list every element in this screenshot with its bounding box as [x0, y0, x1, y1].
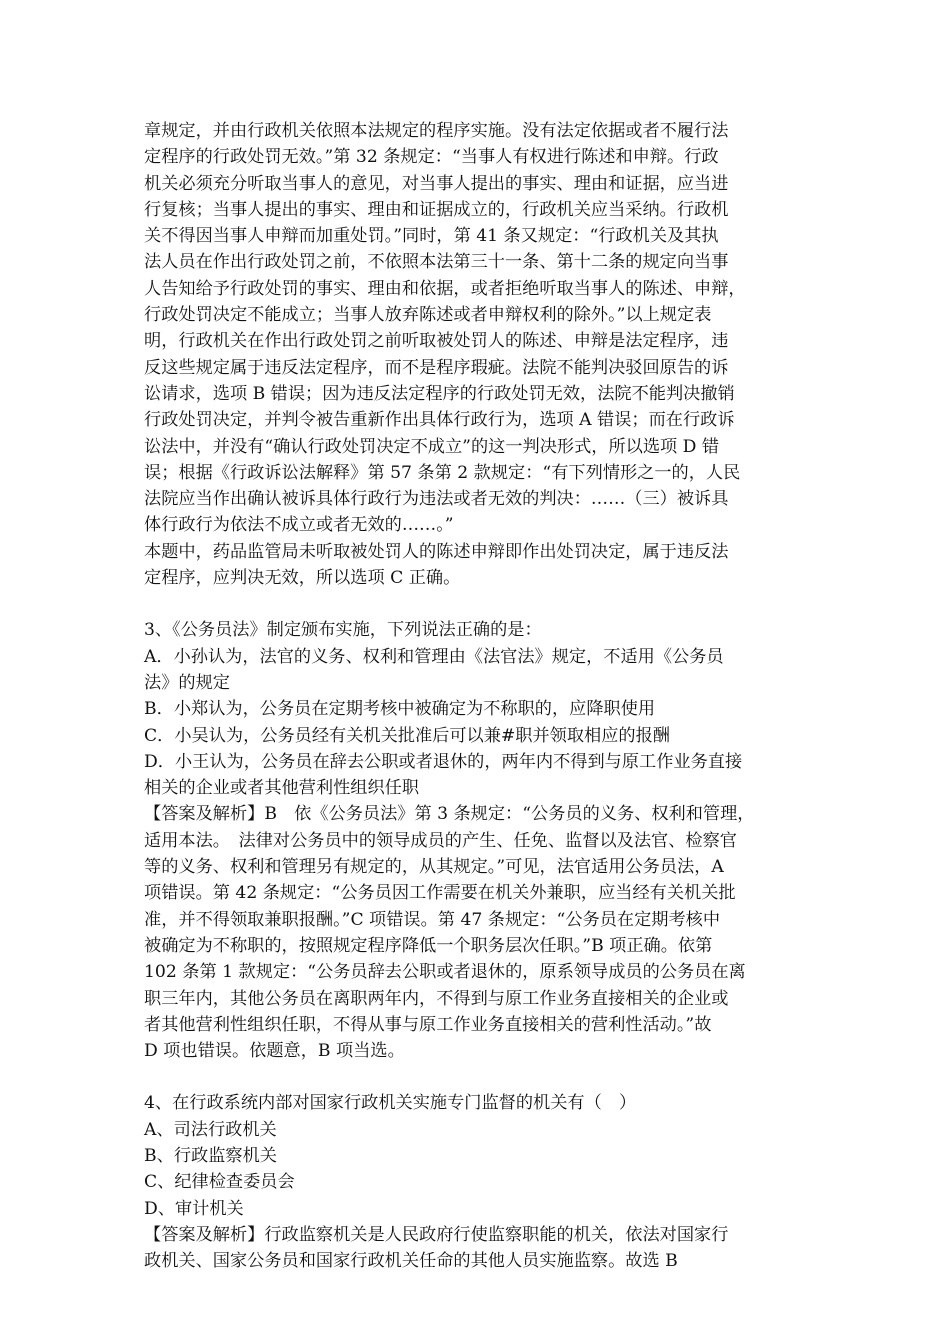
text-line: 明，行政机关在作出行政处罚之前听取被处罚人的陈述、申辩是法定程序，违 — [144, 331, 729, 352]
text-line: 者其他营利性组织任职，不得从事与原工作业务直接相关的营利性活动。”故 — [144, 1014, 712, 1035]
text-line: 本题中，药品监管局未听取被处罚人的陈述申辩即作出处罚决定，属于违反法 — [144, 541, 729, 562]
text-line: 人告知给予行政处罚的事实、理由和依据，或者拒绝听取当事人的陈述、申辩， — [144, 278, 746, 299]
question-4 — [144, 1090, 809, 1221]
option-b: B．小郑认为，公务员在定期考核中被确定为不称职的，应降职使用 — [144, 699, 656, 720]
question-3-answer — [144, 801, 809, 1064]
text-line: 适用本法。 法律对公务员中的领导成员的产生、任免、监督以及法官、检察官 — [144, 830, 737, 851]
text-line: 102 条第 1 款规定：“公务员辞去公职或者退休的，原系领导成员的公务员在离 — [144, 962, 746, 983]
text-line: D 项也错误。依题意，B 项当选。 — [144, 1041, 405, 1062]
question-stem: 4、在行政系统内部对国家行政机关实施专门监督的机关有（ ） — [144, 1093, 637, 1114]
option-d-continued: 相关的企业或者其他营利性组织任职 — [144, 778, 420, 799]
option-c: C、纪律检查委员会 — [144, 1172, 295, 1193]
question-4-answer — [144, 1222, 809, 1275]
document-body — [144, 118, 809, 1274]
paragraph-gap — [144, 591, 809, 617]
paragraph-gap — [144, 1064, 809, 1090]
text-line: 政机关、国家公务员和国家行政机关任命的其他人员实施监察。故选 B — [144, 1251, 678, 1272]
option-b: B、行政监察机关 — [144, 1145, 277, 1166]
text-line: 项错误。第 42 条规定：“公务员因工作需要在机关外兼职，应当经有关机关批 — [144, 883, 736, 904]
previous-question-explanation — [144, 118, 809, 539]
text-line: 讼法中，并没有“确认行政处罚决定不成立”的这一判决形式，所以选项 D 错 — [144, 436, 720, 457]
text-line: 误；根据《行政诉讼法解释》第 57 条第 2 款规定：“有下列情形之一的，人民 — [144, 462, 741, 483]
text-line: 体行政行为依法不成立或者无效的……。” — [144, 515, 454, 536]
text-line: 被确定为不称职的，按照规定程序降低一个职务层次任职。”B 项正确。依第 — [144, 935, 713, 956]
text-line: 定程序，应判决无效，所以选项 C 正确。 — [144, 568, 461, 589]
option-a-continued: 法》的规定 — [144, 672, 230, 693]
text-line: 定程序的行政处罚无效。”第 32 条规定：“当事人有权进行陈述和申辩。行政 — [144, 147, 719, 168]
text-line: 反这些规定属于违反法定程序，而不是程序瑕疵。法院不能判决驳回原告的诉 — [144, 357, 729, 378]
text-line: 讼请求，选项 B 错误；因为违反法定程序的行政处罚无效，法院不能判决撤销 — [144, 383, 735, 404]
text-line: 职三年内，其他公务员在离职两年内，不得到与原工作业务直接相关的企业或 — [144, 988, 729, 1009]
option-c: C．小吴认为，公务员经有关机关批准后可以兼#职并领取相应的报酬 — [144, 725, 670, 746]
text-line: 等的义务、权利和管理另有规定的，从其规定。”可见，法官适用公务员法，A — [144, 857, 724, 878]
previous-question-summary — [144, 539, 809, 592]
text-line: 行复核；当事人提出的事实、理由和证据成立的，行政机关应当采纳。行政机 — [144, 199, 729, 220]
text-line: 行政处罚决定，并判令被告重新作出具体行政行为，选项 A 错误；而在行政诉 — [144, 410, 735, 431]
option-a: A．小孙认为，法官的义务、权利和管理由《法官法》规定，不适用《公务员 — [144, 646, 724, 667]
text-line: 章规定，并由行政机关依照本法规定的程序实施。没有法定依据或者不履行法 — [144, 121, 729, 141]
text-line: 行政处罚决定不能成立；当事人放弃陈述或者申辩权利的除外。”以上规定表 — [144, 305, 712, 326]
option-d: D．小王认为，公务员在辞去公职或者退休的，两年内不得到与原工作业务直接 — [144, 751, 743, 772]
text-line: 【答案及解析】行政监察机关是人民政府行使监察职能的机关，依法对国家行 — [144, 1224, 729, 1245]
question-stem: 3、《公务员法》制定颁布实施，下列说法正确的是： — [144, 620, 542, 641]
text-line: 机关必须充分听取当事人的意见，对当事人提出的事实、理由和证据，应当进 — [144, 173, 729, 194]
option-a: A、司法行政机关 — [144, 1119, 277, 1140]
text-line: 【答案及解析】B 依《公务员法》第 3 条规定：“公务员的义务、权利和管理， — [144, 804, 755, 825]
question-3 — [144, 617, 809, 801]
text-line: 关不得因当事人申辩而加重处罚。”同时，第 41 条又规定：“行政机关及其执 — [144, 226, 719, 247]
option-d: D、审计机关 — [144, 1198, 244, 1219]
text-line: 法人员在作出行政处罚之前，不依照本法第三十一条、第十二条的规定向当事 — [144, 252, 729, 273]
text-line: 法院应当作出确认被诉具体行政行为违法或者无效的判决：……（三）被诉具 — [144, 489, 729, 510]
text-line: 准，并不得领取兼职报酬。”C 项错误。第 47 条规定：“公务员在定期考核中 — [144, 909, 721, 930]
